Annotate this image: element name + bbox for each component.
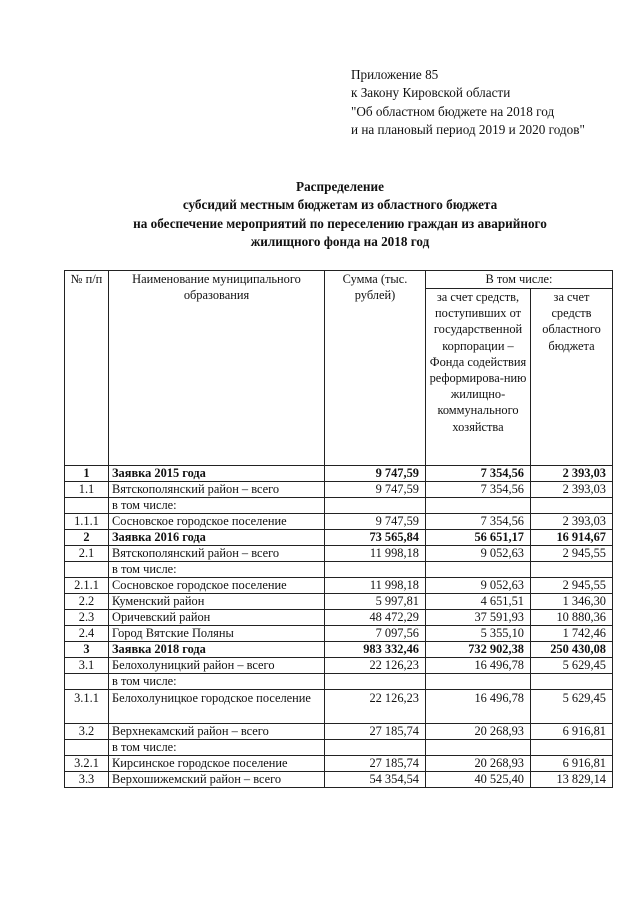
- cell-fund: 16 496,78: [426, 658, 531, 674]
- cell-fund: 37 591,93: [426, 610, 531, 626]
- cell-regional: 2 393,03: [531, 466, 613, 482]
- cell-num: 2: [65, 530, 109, 546]
- table-row: [65, 610, 613, 626]
- table-row: [65, 626, 613, 642]
- cell-sum: 9 747,59: [325, 466, 426, 482]
- header-sum: Сумма (тыс. рублей): [325, 271, 426, 466]
- title-line-4: жилищного фонда на 2018 год: [250, 234, 430, 250]
- cell-num: [65, 562, 109, 578]
- cell-fund: 5 355,10: [426, 626, 531, 642]
- table-row: [65, 562, 613, 578]
- cell-sum: [325, 562, 426, 578]
- cell-name: Оричевский район: [109, 610, 325, 626]
- cell-sum: 9 747,59: [325, 514, 426, 530]
- cell-sum: [325, 740, 426, 756]
- cell-num: 3: [65, 642, 109, 658]
- cell-sum: 11 998,18: [325, 546, 426, 562]
- cell-name: в том числе:: [109, 674, 325, 690]
- cell-regional: 10 880,36: [531, 610, 613, 626]
- cell-fund: 9 052,63: [426, 578, 531, 594]
- cell-name: в том числе:: [109, 562, 325, 578]
- cell-name: Город Вятские Поляны: [109, 626, 325, 642]
- cell-name: Куменский район: [109, 594, 325, 610]
- cell-sum: 54 354,54: [325, 772, 426, 788]
- table-row: [65, 546, 613, 562]
- cell-sum: 983 332,46: [325, 642, 426, 658]
- header-num: № п/п: [65, 271, 109, 466]
- table-row: [65, 530, 613, 546]
- cell-name: в том числе:: [109, 740, 325, 756]
- cell-regional: 5 629,45: [531, 690, 613, 724]
- cell-sum: [325, 674, 426, 690]
- cell-name: Кирсинское городское поселение: [109, 756, 325, 772]
- cell-num: 1: [65, 466, 109, 482]
- table-row: [65, 740, 613, 756]
- appendix-line-1: Приложение 85: [351, 67, 439, 82]
- appendix-header: [351, 66, 585, 140]
- cell-sum: 48 472,29: [325, 610, 426, 626]
- cell-regional: [531, 498, 613, 514]
- table-row: [65, 466, 613, 482]
- cell-num: [65, 498, 109, 514]
- cell-name: Сосновское городское поселение: [109, 514, 325, 530]
- cell-fund: 7 354,56: [426, 466, 531, 482]
- table-body: [65, 466, 613, 788]
- document-title: [80, 178, 600, 252]
- cell-fund: [426, 674, 531, 690]
- cell-name: в том числе:: [109, 498, 325, 514]
- cell-num: 3.1.1: [65, 690, 109, 724]
- cell-fund: 16 496,78: [426, 690, 531, 724]
- cell-num: [65, 740, 109, 756]
- cell-sum: 9 747,59: [325, 482, 426, 498]
- cell-name: Заявка 2016 года: [109, 530, 325, 546]
- cell-num: 2.1: [65, 546, 109, 562]
- cell-sum: 22 126,23: [325, 658, 426, 674]
- cell-fund: [426, 740, 531, 756]
- cell-regional: 13 829,14: [531, 772, 613, 788]
- cell-num: 2.3: [65, 610, 109, 626]
- cell-regional: 2 945,55: [531, 578, 613, 594]
- table-row: [65, 578, 613, 594]
- header-regional: за счет средств областного бюджета: [531, 289, 613, 466]
- cell-sum: 22 126,23: [325, 690, 426, 724]
- cell-sum: [325, 498, 426, 514]
- table-row: [65, 756, 613, 772]
- cell-num: 3.1: [65, 658, 109, 674]
- table-row: [65, 690, 613, 724]
- cell-num: [65, 674, 109, 690]
- cell-fund: 40 525,40: [426, 772, 531, 788]
- cell-sum: 5 997,81: [325, 594, 426, 610]
- cell-num: 1.1.1: [65, 514, 109, 530]
- cell-fund: 9 052,63: [426, 546, 531, 562]
- cell-regional: 5 629,45: [531, 658, 613, 674]
- cell-name: Заявка 2015 года: [109, 466, 325, 482]
- cell-regional: 2 393,03: [531, 514, 613, 530]
- table-row: [65, 674, 613, 690]
- table-row: [65, 642, 613, 658]
- cell-name: Заявка 2018 года: [109, 642, 325, 658]
- table-row: [65, 594, 613, 610]
- cell-fund: 732 902,38: [426, 642, 531, 658]
- cell-name: Белохолуницкое городское поселение: [109, 690, 325, 724]
- cell-num: 2.4: [65, 626, 109, 642]
- cell-num: 2.1.1: [65, 578, 109, 594]
- table-row: [65, 658, 613, 674]
- title-line-2: субсидий местным бюджетам из областного бюджета: [182, 197, 498, 213]
- cell-num: 1.1: [65, 482, 109, 498]
- cell-regional: 1 346,30: [531, 594, 613, 610]
- cell-fund: 7 354,56: [426, 482, 531, 498]
- cell-fund: 20 268,93: [426, 756, 531, 772]
- cell-sum: 11 998,18: [325, 578, 426, 594]
- title-line-1: Распределение: [296, 179, 384, 194]
- cell-name: Верхнекамский район – всего: [109, 724, 325, 740]
- table-row: [65, 514, 613, 530]
- cell-regional: 6 916,81: [531, 756, 613, 772]
- cell-sum: 73 565,84: [325, 530, 426, 546]
- cell-num: 3.2: [65, 724, 109, 740]
- table-row: [65, 498, 613, 514]
- subsidy-table: [64, 270, 613, 788]
- cell-sum: 7 097,56: [325, 626, 426, 642]
- title-line-3: на обеспечение мероприятий по переселению граждан из аварийного: [133, 215, 547, 231]
- cell-num: 3.2.1: [65, 756, 109, 772]
- cell-name: Белохолуницкий район – всего: [109, 658, 325, 674]
- cell-sum: 27 185,74: [325, 724, 426, 740]
- cell-sum: 27 185,74: [325, 756, 426, 772]
- cell-regional: [531, 674, 613, 690]
- cell-name: Сосновское городское поселение: [109, 578, 325, 594]
- cell-regional: 1 742,46: [531, 626, 613, 642]
- cell-num: 2.2: [65, 594, 109, 610]
- appendix-line-3: "Об областном бюджете на 2018 год: [351, 103, 555, 119]
- cell-num: 3.3: [65, 772, 109, 788]
- cell-name: Верхошижемский район – всего: [109, 772, 325, 788]
- header-name: Наименование муниципального образования: [109, 271, 325, 466]
- cell-regional: 2 945,55: [531, 546, 613, 562]
- cell-regional: 250 430,08: [531, 642, 613, 658]
- cell-regional: 6 916,81: [531, 724, 613, 740]
- table-row: [65, 482, 613, 498]
- cell-fund: [426, 498, 531, 514]
- cell-regional: 2 393,03: [531, 482, 613, 498]
- table-row: [65, 724, 613, 740]
- cell-fund: 7 354,56: [426, 514, 531, 530]
- cell-fund: 56 651,17: [426, 530, 531, 546]
- appendix-line-2: к Закону Кировской области: [351, 85, 511, 101]
- header-including: В том числе:: [426, 271, 613, 289]
- cell-regional: 16 914,67: [531, 530, 613, 546]
- cell-regional: [531, 740, 613, 756]
- cell-fund: [426, 562, 531, 578]
- table-row: [65, 772, 613, 788]
- header-fund: за счет средств, поступивших от государственной корпорации – Фонда содействия реформирова-нию жилищно-коммунального хозяйства: [426, 289, 531, 466]
- cell-name: Вятскополянский район – всего: [109, 482, 325, 498]
- cell-fund: 4 651,51: [426, 594, 531, 610]
- appendix-line-4: и на плановый период 2019 и 2020 годов": [351, 122, 585, 138]
- cell-name: Вятскополянский район – всего: [109, 546, 325, 562]
- cell-fund: 20 268,93: [426, 724, 531, 740]
- cell-regional: [531, 562, 613, 578]
